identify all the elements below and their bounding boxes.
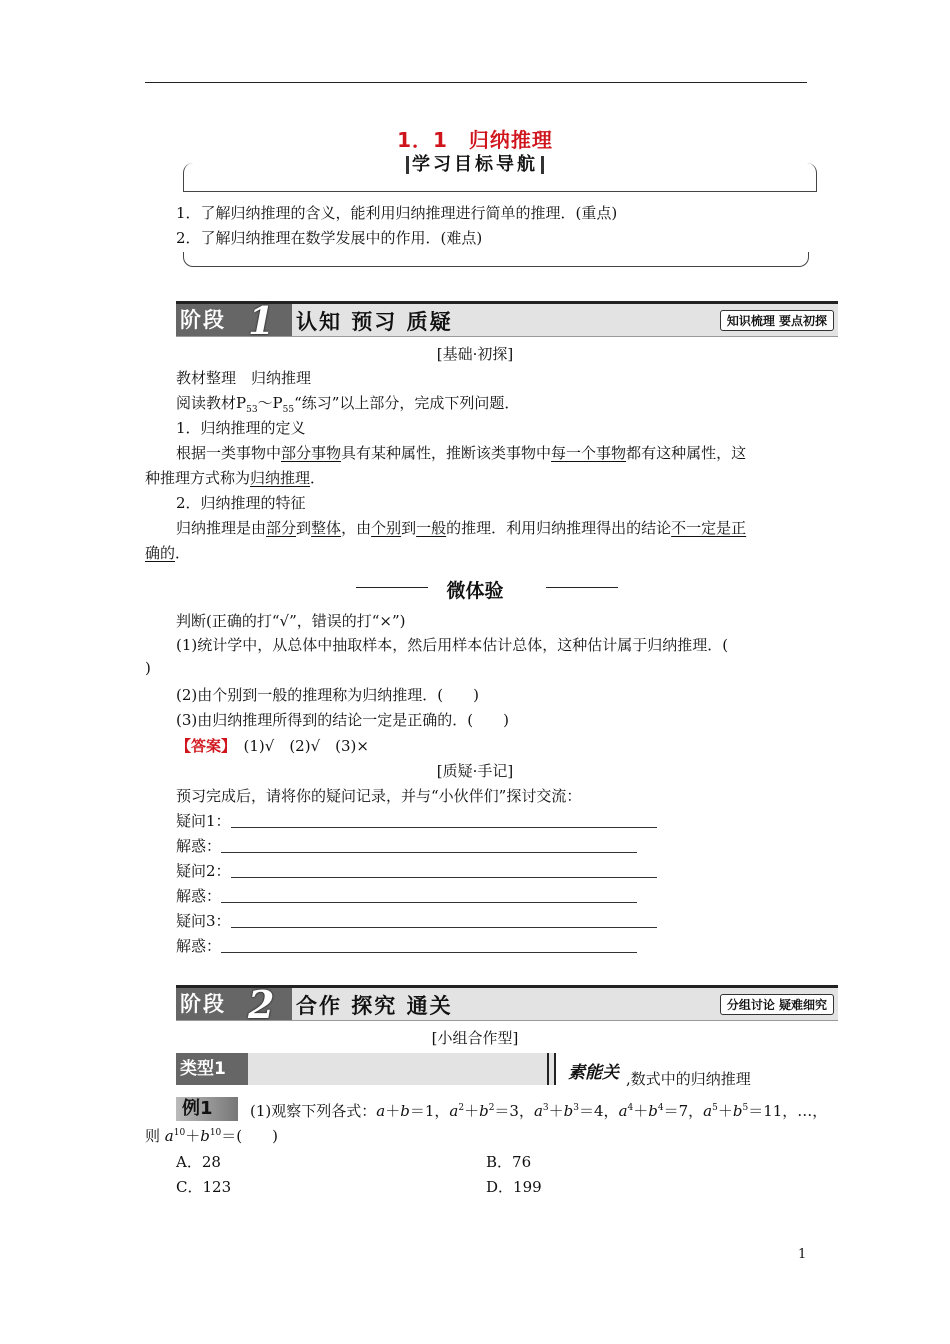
goal-2: 2．了解归纳推理在数学发展中的作用．(难点) xyxy=(176,229,483,247)
answer-text: (1)√ (2)√ (3)× xyxy=(228,737,369,755)
example-text: (1)观察下列各式： xyxy=(250,1102,377,1120)
feat-underline-5: 不一定是正 xyxy=(671,519,747,537)
question-1: (1)统计学中，从总体中抽取样本，然后用样本估计总体，这种估计属于归纳推理．( xyxy=(176,636,729,654)
micro-title: 微体验 xyxy=(446,580,504,602)
notes-row xyxy=(176,810,657,832)
notes-row xyxy=(176,835,637,857)
stage2-title: 合作 探究 通关 xyxy=(296,994,453,1018)
answer-line xyxy=(176,735,369,757)
type-title: ,数式中的归纳推理 xyxy=(626,1070,751,1088)
stage1-label: 阶段 xyxy=(176,304,292,336)
def-underline-3: 归纳推理 xyxy=(250,469,311,487)
feature-line-2 xyxy=(145,542,190,563)
read-page-1: 53 xyxy=(246,405,258,415)
stage1-bar xyxy=(176,298,838,343)
feat-underline-1: 部分 xyxy=(266,519,297,537)
def-text-b: 具有某种属性，推断该类事物中 xyxy=(341,444,552,462)
feat-underline-2: 整体 xyxy=(311,519,342,537)
def-underline-1: 部分事物 xyxy=(281,444,342,462)
notes-row-label: 解惑： xyxy=(176,837,222,855)
question-2: (2)由个别到一般的推理称为归纳推理．( ) xyxy=(176,686,479,704)
read-text-a: 阅读教材P xyxy=(176,394,247,412)
answer-tag: 【答案】 xyxy=(176,737,229,755)
goal-box-top xyxy=(183,163,817,192)
def-text-a: 根据一类事物中 xyxy=(176,444,282,462)
stage2-number: 2 xyxy=(248,982,275,1027)
feat-text-a: 归纳推理是由 xyxy=(176,519,267,537)
notes-blank[interactable] xyxy=(231,863,657,878)
type-label: 类型1 xyxy=(176,1053,248,1085)
notes-row xyxy=(176,935,637,957)
notes-row-label: 疑问2： xyxy=(176,862,231,880)
basic-heading: [基础·初探] xyxy=(436,345,514,363)
question-3: (3)由归纳推理所得到的结论一定是正确的．( ) xyxy=(176,711,509,729)
option-c: C．123 xyxy=(176,1178,232,1196)
example-prefix: 则 xyxy=(145,1127,165,1145)
group-heading: [小组合作型] xyxy=(431,1029,519,1047)
example-line-1: (1)观察下列各式：a＋b＝1，$a^2+b^2=3$，$a^3+b^3=4$，$a^4+b^4=7$，$a^5+b^5=11$，…， xyxy=(250,1102,828,1120)
example-label: 例1 xyxy=(176,1097,238,1121)
notes-intro: 预习完成后，请将你的疑问记录，并与“小伙伴们”探讨交流： xyxy=(176,787,582,805)
feat-text-b: 到 xyxy=(296,519,312,537)
def-text-e: ． xyxy=(310,469,326,487)
notes-row xyxy=(176,885,637,907)
feature-title: 2．归纳推理的特征 xyxy=(176,494,306,512)
stage1-title: 认知 预习 质疑 xyxy=(296,310,453,334)
notes-blank[interactable] xyxy=(221,938,637,953)
read-page-2: 55 xyxy=(282,405,295,415)
definition-line-1 xyxy=(176,442,746,464)
stage2-tag: 分组讨论 疑难细究 xyxy=(720,994,834,1015)
example-suffix: ＝( ) xyxy=(221,1127,278,1145)
read-text-c: “练习”以上部分，完成下列问题． xyxy=(294,394,520,412)
stage1-number: 1 xyxy=(248,298,275,343)
type-bar-edge xyxy=(547,1053,556,1085)
option-a: A．28 xyxy=(176,1153,221,1171)
notes-row xyxy=(176,860,657,882)
stage2-label: 阶段 xyxy=(176,988,292,1020)
feat-text-c: ，由 xyxy=(341,519,372,537)
option-b: B．76 xyxy=(486,1153,532,1171)
notes-row-label: 疑问3： xyxy=(176,912,231,930)
example-line-2: 则 $a^{10}+b^{10}=$( ) xyxy=(145,1127,278,1145)
stage1-tag: 知识梳理 要点初探 xyxy=(720,310,834,331)
judge-instruction: 判断(正确的打“√”，错误的打“×”) xyxy=(176,612,406,630)
question-1-close: ) xyxy=(145,659,151,677)
objectives-banner-text: 学习目标导航 xyxy=(412,154,538,175)
type-bar xyxy=(176,1053,556,1085)
feat-text-e: 的推理．利用归纳推理得出的结论 xyxy=(446,519,672,537)
notes-blank[interactable] xyxy=(231,813,657,828)
notes-blank[interactable] xyxy=(231,913,657,928)
def-text-c: 都有这种属性，这 xyxy=(626,444,747,462)
def-text-d: 种推理方式称为 xyxy=(145,469,251,487)
notes-row-label: 解惑： xyxy=(176,937,222,955)
feat-underline-6: 确的 xyxy=(145,544,176,562)
notes-blank[interactable] xyxy=(221,888,637,903)
option-d: D．199 xyxy=(486,1178,542,1196)
quality-tag: 素能关 xyxy=(568,1063,619,1083)
goal-1: 1．了解归纳推理的含义，能利用归纳推理进行简单的推理．(重点) xyxy=(176,204,618,222)
read-text-b: ～P xyxy=(257,394,283,412)
definition-title: 1．归纳推理的定义 xyxy=(176,419,306,437)
feat-text-d: 到 xyxy=(401,519,417,537)
notes-row xyxy=(176,910,657,932)
top-rule xyxy=(145,82,807,83)
notes-row-label: 疑问1： xyxy=(176,812,231,830)
goal-box-bottom xyxy=(183,252,809,267)
definition-line-2 xyxy=(145,467,325,488)
section-title: 1．1 归纳推理 xyxy=(397,128,553,152)
def-underline-2: 每一个事物 xyxy=(551,444,627,462)
notes-heading: [质疑·手记] xyxy=(436,762,514,780)
feature-line-1 xyxy=(176,517,746,539)
stage2-bar xyxy=(176,982,838,1027)
notes-blank[interactable] xyxy=(221,838,637,853)
feat-underline-3: 个别 xyxy=(371,519,402,537)
feat-text-f: ． xyxy=(175,544,191,562)
feat-underline-4: 一般 xyxy=(416,519,447,537)
material-title: 教材整理 归纳推理 xyxy=(176,369,312,387)
notes-row-label: 解惑： xyxy=(176,887,222,905)
page-number: 1 xyxy=(798,1247,807,1262)
